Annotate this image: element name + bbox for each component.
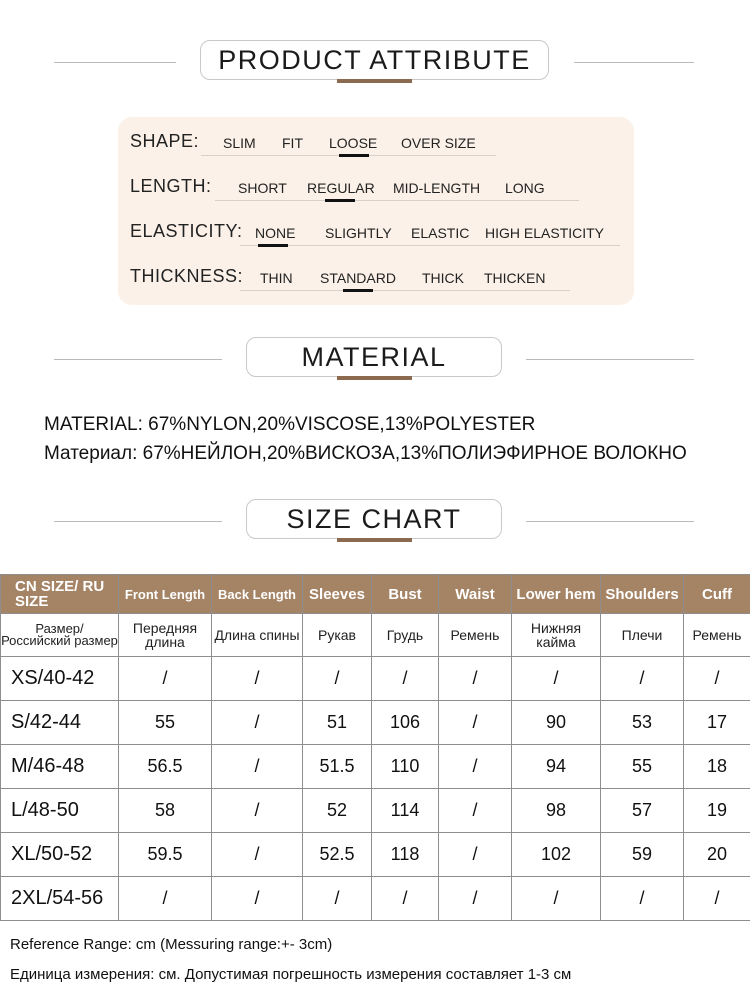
attr-label: SHAPE:	[130, 131, 200, 151]
attr-option: HIGH ELASTICITY	[485, 225, 605, 241]
value-cell: /	[303, 657, 372, 701]
attr-option: THIN	[260, 270, 293, 286]
table-row	[1, 877, 750, 921]
table-row	[1, 789, 750, 833]
attr-option-selected: STANDARD	[320, 270, 396, 286]
column-header: CN SIZE/ RU SIZE	[1, 575, 119, 614]
attr-option-selected: NONE	[255, 225, 296, 241]
divider-right	[526, 359, 694, 360]
value-cell: /	[439, 745, 512, 789]
size-cell: L/48-50	[1, 789, 119, 833]
product-attribute-header	[0, 40, 750, 86]
value-cell: 20	[684, 833, 750, 877]
size-cell: XS/40-42	[1, 657, 119, 701]
column-header: Sleeves	[303, 575, 372, 614]
value-cell: /	[684, 657, 750, 701]
column-header-ru: Нижняя кайма	[512, 614, 601, 657]
column-header-ru: Рукав	[303, 614, 372, 657]
value-cell: /	[212, 789, 303, 833]
size-table	[0, 574, 750, 921]
attr-rule	[240, 290, 570, 291]
value-cell: 110	[372, 745, 439, 789]
size-cell: 2XL/54-56	[1, 877, 119, 921]
table-header-ru	[1, 614, 750, 657]
material-ru: Материал: 67%НЕЙЛОН,20%ВИСКОЗА,13%ПОЛИЭФИРНОЕ ВОЛОКНО	[44, 443, 687, 464]
value-cell: 94	[512, 745, 601, 789]
attr-option-selected: LOOSE	[329, 135, 378, 151]
material-en: MATERIAL: 67%NYLON,20%VISCOSE,13%POLYESTER	[44, 414, 536, 435]
column-header: Waist	[439, 575, 512, 614]
attr-label: ELASTICITY:	[130, 221, 243, 241]
attr-option-selected: REGULAR	[307, 180, 375, 196]
value-cell: /	[684, 877, 750, 921]
value-cell: /	[439, 877, 512, 921]
table-row	[1, 745, 750, 789]
attr-row-thickness	[118, 256, 634, 286]
attr-row-length	[118, 166, 634, 196]
value-cell: /	[512, 877, 601, 921]
footnote-en: Reference Range: cm (Messuring range:+- 3cm)	[10, 936, 333, 953]
value-cell: 106	[372, 701, 439, 745]
table-header-en	[1, 575, 750, 614]
table-row	[1, 833, 750, 877]
section-title: MATERIAL	[246, 337, 502, 377]
attr-option: THICK	[422, 270, 464, 286]
value-cell: /	[119, 877, 212, 921]
divider-left	[54, 359, 222, 360]
divider-right	[526, 521, 694, 522]
value-cell: 90	[512, 701, 601, 745]
value-cell: 18	[684, 745, 750, 789]
attr-label: THICKNESS:	[130, 266, 244, 286]
column-header: Cuff	[684, 575, 750, 614]
attr-option: FIT	[282, 135, 303, 151]
attr-option: MID-LENGTH	[393, 180, 481, 196]
attr-option: LONG	[505, 180, 545, 196]
value-cell: /	[212, 745, 303, 789]
size-chart-header	[0, 499, 750, 545]
value-cell: 114	[372, 789, 439, 833]
value-cell: 56.5	[119, 745, 212, 789]
attr-rule	[240, 245, 620, 246]
value-cell: /	[439, 701, 512, 745]
value-cell: /	[601, 877, 684, 921]
value-cell: 59	[601, 833, 684, 877]
selected-marker	[343, 289, 373, 292]
column-header-ru: Плечи	[601, 614, 684, 657]
column-header: Front Length	[119, 575, 212, 614]
table-row	[1, 657, 750, 701]
footnote-ru: Единица измерения: см. Допустимая погрешность измерения составляет 1-3 см	[10, 966, 572, 983]
section-title: PRODUCT ATTRIBUTE	[200, 40, 549, 80]
column-header-ru: Ремень	[439, 614, 512, 657]
title-underbar	[337, 538, 412, 542]
attr-row-elasticity	[118, 211, 634, 241]
value-cell: /	[303, 877, 372, 921]
value-cell: /	[119, 657, 212, 701]
value-cell: 58	[119, 789, 212, 833]
attr-option: THICKEN	[484, 270, 546, 286]
column-header: Lower hem	[512, 575, 601, 614]
value-cell: 59.5	[119, 833, 212, 877]
title-underbar	[337, 79, 412, 83]
attr-option: SLIGHTLY	[325, 225, 392, 241]
title-underbar	[337, 376, 412, 380]
attribute-panel	[118, 117, 634, 305]
divider-right	[574, 62, 694, 63]
column-header-ru: Ремень	[684, 614, 750, 657]
value-cell: 55	[601, 745, 684, 789]
column-header-ru: Размер/ Российский размер	[1, 614, 119, 657]
value-cell: /	[439, 789, 512, 833]
value-cell: 52.5	[303, 833, 372, 877]
size-cell: S/42-44	[1, 701, 119, 745]
value-cell: /	[439, 657, 512, 701]
attr-label: LENGTH:	[130, 176, 212, 196]
value-cell: 51.5	[303, 745, 372, 789]
material-header	[0, 337, 750, 383]
column-header-ru: Передняя длина	[119, 614, 212, 657]
value-cell: 98	[512, 789, 601, 833]
column-header-ru: Длина спины	[212, 614, 303, 657]
value-cell: /	[212, 833, 303, 877]
size-cell: M/46-48	[1, 745, 119, 789]
value-cell: /	[212, 701, 303, 745]
size-cell: XL/50-52	[1, 833, 119, 877]
column-header: Back Length	[212, 575, 303, 614]
value-cell: /	[212, 877, 303, 921]
value-cell: /	[372, 657, 439, 701]
column-header: Bust	[372, 575, 439, 614]
value-cell: /	[212, 657, 303, 701]
value-cell: 118	[372, 833, 439, 877]
attr-rule	[215, 200, 579, 201]
value-cell: /	[512, 657, 601, 701]
column-header-ru: Грудь	[372, 614, 439, 657]
value-cell: /	[439, 833, 512, 877]
value-cell: 57	[601, 789, 684, 833]
value-cell: 55	[119, 701, 212, 745]
value-cell: 17	[684, 701, 750, 745]
column-header: Shoulders	[601, 575, 684, 614]
attr-row-shape	[118, 121, 634, 151]
value-cell: 52	[303, 789, 372, 833]
value-cell: /	[601, 657, 684, 701]
value-cell: 51	[303, 701, 372, 745]
value-cell: 102	[512, 833, 601, 877]
divider-left	[54, 521, 222, 522]
attr-option: SLIM	[223, 135, 256, 151]
selected-marker	[258, 244, 288, 247]
value-cell: /	[372, 877, 439, 921]
attr-option: ELASTIC	[411, 225, 470, 241]
value-cell: 53	[601, 701, 684, 745]
selected-marker	[339, 154, 369, 157]
selected-marker	[325, 199, 355, 202]
divider-left	[54, 62, 176, 63]
value-cell: 19	[684, 789, 750, 833]
attr-option: SHORT	[238, 180, 287, 196]
attr-option: OVER SIZE	[401, 135, 476, 151]
table-row	[1, 701, 750, 745]
section-title: SIZE CHART	[246, 499, 502, 539]
